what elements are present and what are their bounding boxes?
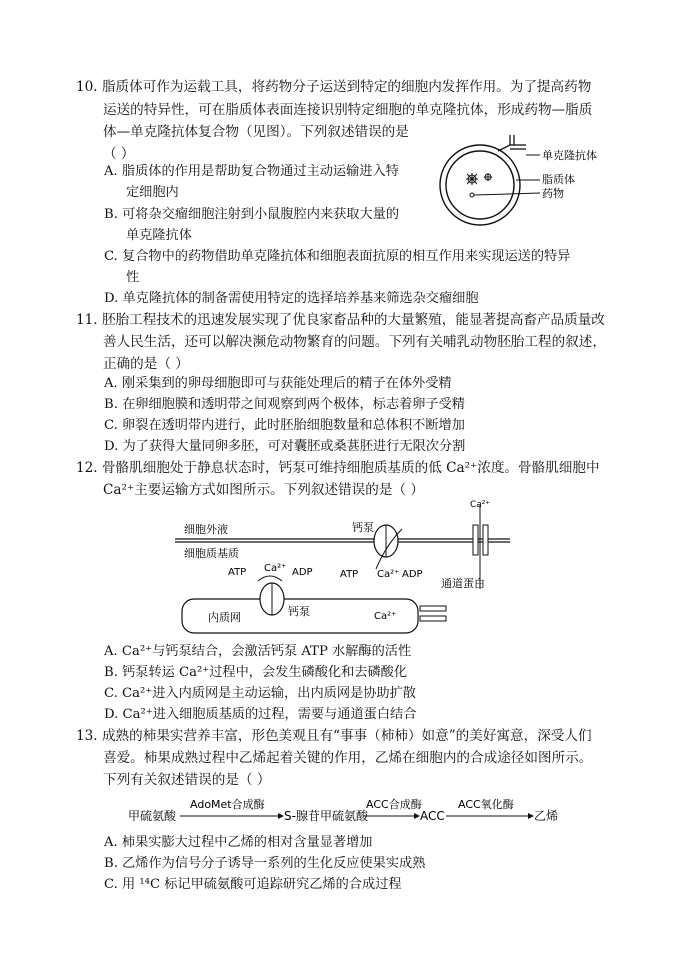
- er-channel-top: [420, 606, 446, 611]
- label-channel: 通道蛋白: [441, 577, 485, 590]
- label-ca-2: Ca²⁺: [377, 569, 400, 580]
- liposome-outer-circle: [440, 145, 520, 225]
- q13-line-2: 喜爱。柿果成熟过程中乙烯起着关键的作用，乙烯在细胞内的合成途径如图所示。: [103, 750, 593, 766]
- pathway-node-ethylene: 乙烯: [534, 809, 559, 823]
- liposome-inner-circle: [446, 151, 514, 219]
- liposome-figure: [430, 135, 620, 240]
- er-channel-bottom: [420, 616, 446, 621]
- q12-line-2: Ca²⁺主要运输方式如图所示。下列叙述错误的是（ ）: [103, 482, 424, 498]
- label-atp-1: ATP: [228, 567, 247, 578]
- calcium-transport-figure: [170, 495, 530, 635]
- q11-line-3: 正确的是（ ）: [103, 356, 189, 372]
- pathway-node-methionine: 甲硫氨酸: [128, 809, 177, 823]
- q11-option-a[interactable]: A. 刚采集到的卵母细胞即可与获能处理后的精子在体外受精: [104, 376, 452, 391]
- q11-option-c[interactable]: C. 卵裂在透明带内进行，此时胚胎细胞数量和总体积不断增加: [104, 418, 465, 433]
- q12-option-b[interactable]: B. 钙泵转运 Ca²⁺过程中，会发生磷酸化和去磷酸化: [104, 665, 408, 680]
- label-er-pump: 钙泵: [288, 605, 310, 618]
- label-membrane-pump: 钙泵: [352, 521, 374, 534]
- q13-line-3: 下列有关叙述错误的是（ ）: [103, 772, 271, 788]
- q10-line-3: 体—单克隆抗体复合物（见图）。下列叙述错误的是: [103, 124, 409, 140]
- q13-option-a[interactable]: A. 柿果实膨大过程中乙烯的相对含量显著增加: [104, 835, 373, 850]
- q12-line-1: 12. 骨骼肌细胞处于静息状态时，钙泵可维持细胞质基质的低 Ca²⁺浓度。骨骼肌细胞中: [76, 460, 600, 476]
- label-adp-1: ADP: [292, 567, 313, 578]
- q12-option-d[interactable]: D. Ca²⁺进入细胞质基质的过程，需要与通道蛋白结合: [104, 707, 417, 722]
- label-er: 内质网: [208, 611, 241, 624]
- membrane-channel-right: [483, 525, 488, 555]
- label-ca-er: Ca²⁺: [374, 611, 397, 622]
- label-liposome: 脂质体: [542, 173, 575, 186]
- q12-option-c[interactable]: C. Ca²⁺进入内质网是主动运输，出内质网是协助扩散: [104, 686, 416, 701]
- q10-option-a[interactable]: A. 脂质体的作用是帮助复合物通过主动运输进入特: [104, 164, 399, 179]
- q10-answer-blank: （ ）: [103, 146, 135, 162]
- q12-option-a[interactable]: A. Ca²⁺与钙泵结合，会激活钙泵 ATP 水解酶的活性: [104, 644, 412, 659]
- membrane-channel-left: [473, 525, 478, 555]
- label-extracellular: 细胞外液: [184, 523, 228, 536]
- q13-option-c[interactable]: C. 用 ¹⁴C 标记甲硫氨酸可追踪研究乙烯的合成过程: [104, 877, 402, 892]
- q10-option-d[interactable]: D. 单克隆抗体的制备需使用特定的选择培养基来筛选杂交瘤细胞: [104, 291, 479, 306]
- q10-line-1: 10. 脂质体可作为运载工具，将药物分子运送到特定的细胞内发挥作用。为了提高药物: [76, 79, 592, 95]
- q13-option-b[interactable]: B. 乙烯作为信号分子诱导一系列的生化反应使果实成熟: [104, 856, 426, 871]
- label-ca-outside: Ca²⁺: [470, 500, 491, 510]
- pathway-enzyme-acc-oxidase: ACC氧化酶: [458, 798, 514, 811]
- q11-line-1: 11. 胚胎工程技术的迅速发展实现了优良家畜品种的大量繁殖，能显著提高畜产品质量改: [76, 312, 605, 328]
- label-atp-2: ATP: [340, 569, 359, 580]
- q11-option-d[interactable]: D. 为了获得大量同卵多胚，可对囊胚或桑葚胚进行无限次分割: [104, 439, 466, 454]
- ethylene-pathway-figure: [128, 794, 568, 828]
- q10-line-2: 运送的特异性，可在脂质体表面连接识别特定细胞的单克隆抗体，形成药物—脂质: [103, 102, 593, 118]
- pathway-node-sam: S-腺苷甲硫氨酸: [284, 809, 368, 823]
- label-adp-2: ADP: [402, 569, 423, 580]
- q13-line-1: 13. 成熟的柿果实营养丰富，形色美观且有“事事（柿柿）如意”的美好寓意，深受人们: [76, 728, 592, 744]
- q11-option-b[interactable]: B. 在卵细胞膜和透明带之间观察到两个极体，标志着卵子受精: [104, 397, 465, 412]
- label-drug: 药物: [542, 187, 564, 200]
- pathway-enzyme-acc-synthase: ACC合成酶: [366, 798, 422, 811]
- er-pump-arrow: [258, 576, 282, 581]
- q10-option-c[interactable]: C. 复合物中的药物借助单克隆抗体和细胞表面抗原的相互作用来实现运送的特异: [104, 249, 571, 264]
- q10-option-b-cont: 单克隆抗体: [126, 228, 192, 243]
- q11-line-2: 善人民生活，还可以解决濒危动物繁育的问题。下列有关哺乳动物胚胎工程的叙述，: [103, 334, 606, 350]
- antibody-icon: [498, 135, 526, 151]
- drug-icon: [466, 173, 492, 197]
- label-ca-1: Ca²⁺: [264, 563, 287, 574]
- label-cytosol: 细胞质基质: [184, 547, 239, 560]
- label-antibody: 单克隆抗体: [542, 149, 597, 162]
- q10-option-b[interactable]: B. 可将杂交瘤细胞注射到小鼠腹腔内来获取大量的: [104, 207, 400, 222]
- pathway-node-acc: ACC: [420, 809, 445, 823]
- drug-leader: [474, 193, 540, 195]
- pathway-enzyme-adomet: AdoMet合成酶: [190, 798, 265, 811]
- q10-option-a-cont: 定细胞内: [126, 185, 179, 200]
- q10-option-c-cont: 性: [126, 270, 140, 285]
